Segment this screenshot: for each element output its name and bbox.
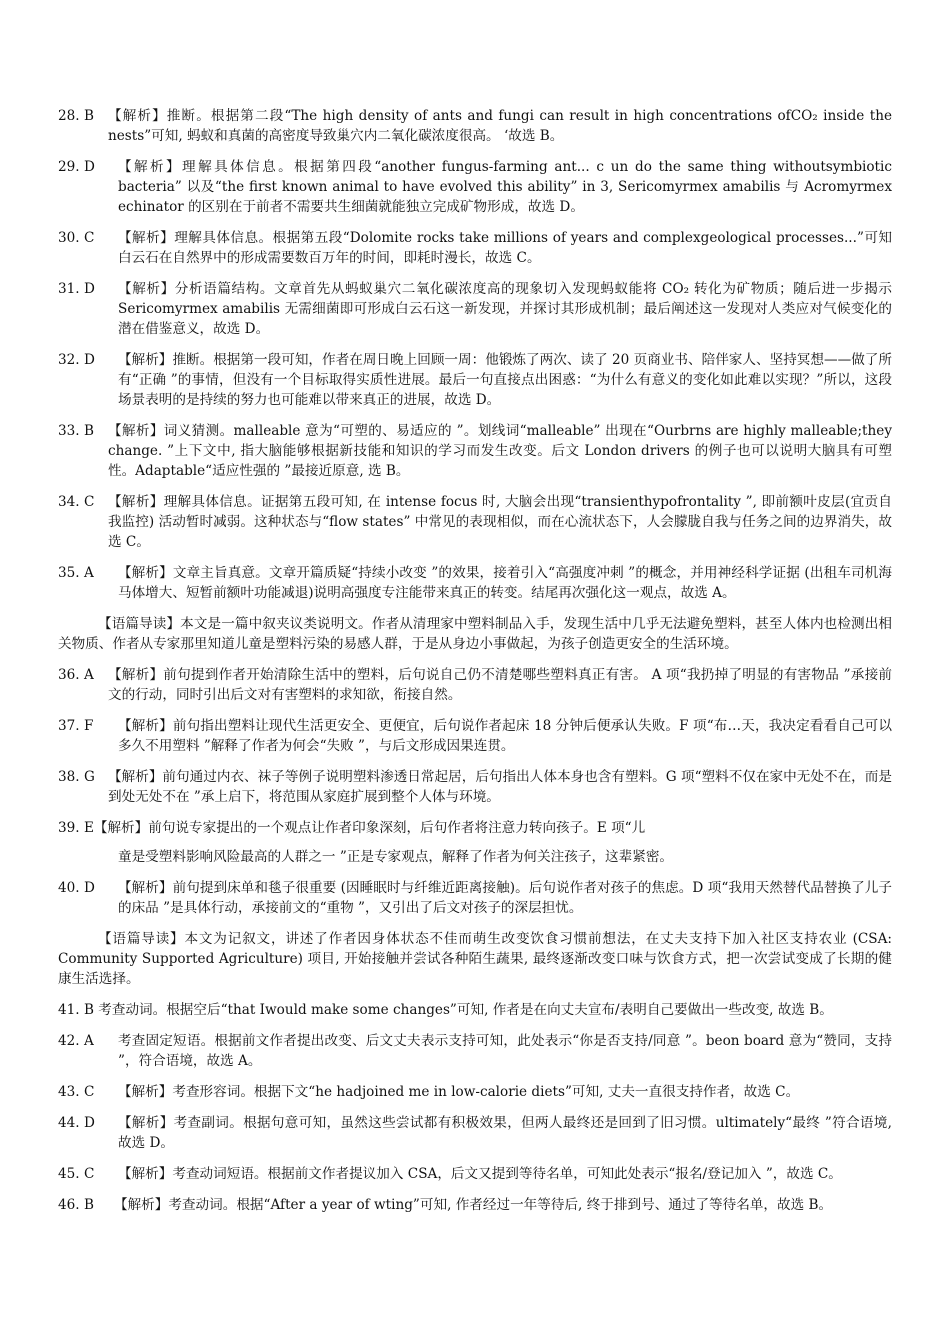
- answer-explanation: 【解析】理解具体信息。根据第四段“another fungus-farming ant... c un do the same thing withoutsymbiotic bacteria” 以及“the first known animal to have evolved this ability” in 3, Sericomyrmex amabilis 与 Acromyrmex echinator 的区别在于前者不需要共生细菌就能独立完成矿物形成，故选 D。: [118, 159, 892, 215]
- answer-40: [58, 878, 892, 918]
- answer-number: 30. C: [58, 230, 95, 246]
- answer-explanation: 【解析】考查动词短语。根据前文作者提议加入 CSA，后文又提到等待名单，可知此处表示“报名/登记加入 ”，故选 C。: [118, 1166, 842, 1182]
- answer-35: [58, 563, 892, 603]
- answer-explanation: 【解析】推断。根据第二段“The high density of ants and fungi can result in high concentrations ofCO₂ inside the nests”可知, 蚂蚁和真菌的高密度导致巢穴内二氧化碳浓度很高。 ‘故选 B。: [108, 108, 892, 144]
- answer-number: 33. B: [58, 423, 94, 439]
- answer-explanation: 【解析】理解具体信息。证据第五段可知, 在 intense focus 时, 大脑会出现“transienthypofrontality ”, 即前额叶皮层(宜贡自我监控) 活动暂时减弱。这种状态与“flow states” 中常见的表现相似，而在心流状态下，人会朦胧自我与任务之间的边界消失，故选 C。: [108, 494, 892, 550]
- answer-45: [58, 1164, 892, 1184]
- answer-39: [58, 818, 892, 867]
- answer-number: 28. B: [58, 108, 94, 124]
- answer-44: [58, 1113, 892, 1153]
- answer-31: [58, 279, 892, 339]
- answer-28: [58, 106, 892, 146]
- answer-46: [58, 1195, 892, 1215]
- answer-explanation: 考查固定短语。根据前文作者提出改变、后文丈夫表示支持可知，此处表示“你是否支持/同意 ”。beon board 意为“赞同，支持 ”，符合语境，故选 A。: [118, 1033, 892, 1069]
- answer-32: [58, 350, 892, 410]
- passage-guide-1: 【语篇导读】本文是一篇中叙夹议类说明文。作者从清理家中塑料制品入手，发现生活中几乎无法避免塑料，甚至人体内也检测出相关物质、作者从专家那里知道儿童是塑料污染的易感人群，于是从身边小事做起，为孩子创造更安全的生活环境。: [58, 616, 892, 652]
- answer-explanation: 【解析】前句提到床单和毯子很重要 (因睡眠时与纤维近距离接触)。后句说作者对孩子的焦虑。D 项“我用天然替代品替换了儿子的床品 ”是具体行动，承接前文的“重物 ”，又引出了后文对孩子的深层担忧。: [118, 880, 892, 916]
- answer-number: 42. A: [58, 1033, 94, 1049]
- answer-37: [58, 716, 892, 756]
- answer-explanation: 【解析】理解具体信息。根据第五段“Dolomite rocks take millions of years and complexgeological processes...”可知白云石在自然界中的形成需要数百万年的时间，即耗时漫长，故选 C。: [118, 230, 892, 266]
- answer-number: 40. D: [58, 880, 95, 896]
- answer-explanation: 【解析】考查形容词。根据下文“he hadjoined me in low-calorie diets”可知, 丈夫一直很支持作者，故选 C。: [118, 1084, 800, 1100]
- answer-30: [58, 228, 892, 268]
- answer-29: [58, 157, 892, 217]
- answer-key-page: [58, 106, 892, 1226]
- answer-number: 35. A: [58, 565, 94, 581]
- answer-number: 38. G: [58, 769, 95, 785]
- answer-number: 37. F: [58, 718, 94, 734]
- answer-explanation: 【解析】前句通过内衣、袜子等例子说明塑料渗透日常起居，后句指出人体本身也含有塑料。G 项“塑料不仅在家中无处不在，而是到处无处不在 ”承上启下，将范围从家庭扩展到整个人体与环境。: [108, 769, 892, 805]
- answer-number: 36. A: [58, 667, 94, 683]
- answer-explanation: 【解析】考查副词。根据句意可知，虽然这些尝试都有积极效果，但两人最终还是回到了旧习惯。ultimately“最终 ”符合语境, 故选 D。: [118, 1115, 892, 1151]
- answer-number: 29. D: [58, 159, 95, 175]
- answer-explanation: 【解析】文章主旨真意。文章开篇质疑“持续小改变 ”的效果，接着引入“高强度冲刺 ”的概念，并用神经科学证据 (出租车司机海马体增大、短暂前额叶功能减退)说明高强度专注能带来真正的转变。结尾再次强化这一观点，故选 A。: [118, 565, 892, 601]
- answer-36: [58, 665, 892, 705]
- answer-explanation: 【解析】前句提到作者开始清除生活中的塑料，后句说自己仍不清楚哪些塑料真正有害。 A 项“我扔掉了明显的有害物品 ”承接前文的行动，同时引出后文对有害塑料的求知欲，衔接自然。: [108, 667, 892, 703]
- answer-number: 44. D: [58, 1115, 95, 1131]
- passage-guide-2: 【语篇导读】本文为记叙文，讲述了作者因身体状态不佳而萌生改变饮食习惯前想法，在丈夫支持下加入社区支持农业 (CSA: Community Supported Agriculture) 项目, 开始接触并尝试各种陌生蔬果, 最终逐渐改变口味与饮食方式，把一次尝试变成了长期的健康生活选择。: [58, 931, 892, 987]
- answer-33: [58, 421, 892, 481]
- answer-42: [58, 1031, 892, 1071]
- answer-explanation: 【解析】前句指出塑料让现代生活更安全、更便宜，后句说作者起床 18 分钟后便承认失败。F 项“布…天，我决定看看自己可以多久不用塑料 ”解释了作者为何会“失败 ”，与后文形成因果连贯。: [118, 718, 892, 754]
- answer-number: 34. C: [58, 494, 95, 510]
- answer-41: 41. B 考查动词。根据空后“that Iwould make some changes”可知, 作者是在向丈夫宣布/表明自己要做出一些改变, 故选 B。: [58, 1002, 833, 1018]
- answer-explanation: 【解析】推断。根据第一段可知，作者在周日晚上回顾一周：他锻炼了两次、读了 20 页商业书、陪伴家人、坚持冥想——做了所有“正确 ”的事情，但没有一个目标取得实质性进展。最后一句直接点出困惑：“为什么有意义的变化如此难以实现？”所以，这段场景表明的是持续的努力也可能难以带来真正的进展，故选 D。: [118, 352, 892, 408]
- answer-43: [58, 1082, 892, 1102]
- answer-39-continuation: 童是受塑料影响风险最高的人群之一 ”正是专家观点，解释了作者为何关注孩子，这辈紧密。: [118, 849, 674, 865]
- answer-number: 46. B: [58, 1197, 94, 1213]
- answer-explanation: 【解析】考查动词。根据“After a year of wting”可知, 作者经过一年等待后, 终于排到号、通过了等待名单，故选 B。: [114, 1197, 833, 1213]
- answer-number: 45. C: [58, 1166, 95, 1182]
- answer-34: [58, 492, 892, 552]
- answer-38: [58, 767, 892, 807]
- answer-explanation: 【解析】词义猜测。malleable 意为“可塑的、易适应的 ”。划线词“malleable” 出现在“Ourbrns are highly malleable;they change. ”上下文中, 指大脑能够根据新技能和知识的学习而发生改变。后文 London drivers 的例子也可以说明大脑具有可塑性。Adaptable“适应性强的 ”最接近原意, 选 B。: [108, 423, 892, 479]
- answer-39-head: 39. E【解析】前句说专家提出的一个观点让作者印象深刻，后句作者将注意力转向孩子。E 项“儿: [58, 820, 646, 836]
- answer-number: 43. C: [58, 1084, 95, 1100]
- answer-number: 32. D: [58, 352, 95, 368]
- answer-explanation: 【解析】分析语篇结构。文章首先从蚂蚁巢穴二氧化碳浓度高的现象切入发现蚂蚁能将 CO₂ 转化为矿物质；随后进一步揭示 Sericomyrmex amabilis 无需细菌即可形成白云石这一新发现，并探讨其形成机制；最后阐述这一发现对人类应对气候变化的潜在借鉴意义，故选 D。: [118, 281, 892, 337]
- answer-number: 31. D: [58, 281, 95, 297]
